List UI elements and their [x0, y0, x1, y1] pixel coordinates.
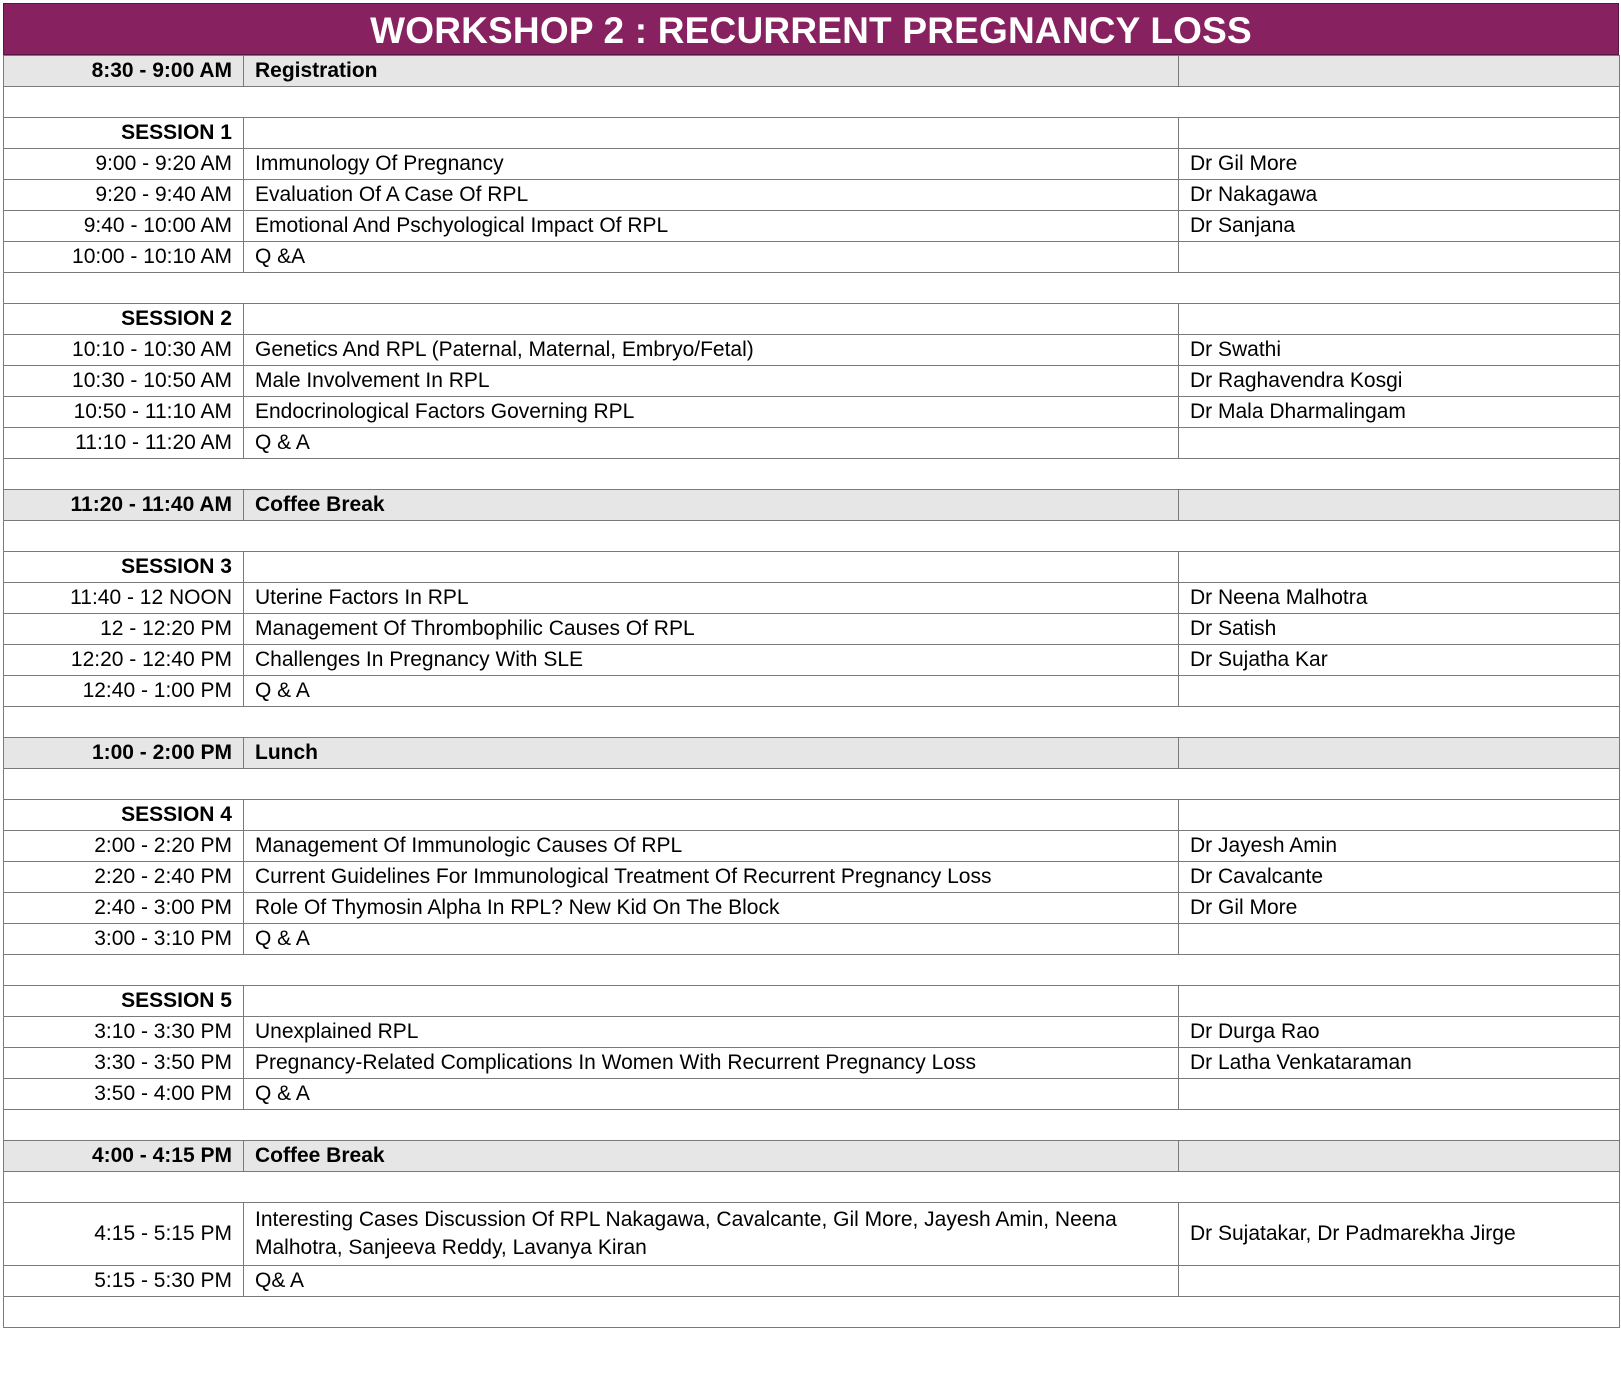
spacer-cell: [4, 769, 1620, 800]
time-cell: 3:30 - 3:50 PM: [4, 1048, 244, 1079]
speaker-cell: Dr Latha Venkataraman: [1179, 1048, 1620, 1079]
spacer-cell: [4, 459, 1620, 490]
topic-cell: [244, 552, 1179, 583]
topic-cell: Coffee Break: [244, 1141, 1179, 1172]
session-header-row: [4, 552, 1620, 583]
page-title: WORKSHOP 2 : RECURRENT PREGNANCY LOSS: [3, 3, 1619, 55]
time-cell: SESSION 2: [4, 304, 244, 335]
topic-cell: Management Of Thrombophilic Causes Of RPL: [244, 614, 1179, 645]
topic-cell: Registration: [244, 56, 1179, 87]
time-cell: 3:50 - 4:00 PM: [4, 1079, 244, 1110]
time-cell: 2:40 - 3:00 PM: [4, 893, 244, 924]
speaker-cell: [1179, 552, 1620, 583]
speaker-cell: [1179, 800, 1620, 831]
table-row: [4, 676, 1620, 707]
topic-cell: Emotional And Pschyological Impact Of RPL: [244, 211, 1179, 242]
topic-cell: Q & A: [244, 1079, 1179, 1110]
speaker-cell: [1179, 738, 1620, 769]
speaker-cell: Dr Satish: [1179, 614, 1620, 645]
table-row: [4, 397, 1620, 428]
time-cell: 12:40 - 1:00 PM: [4, 676, 244, 707]
topic-cell: Genetics And RPL (Paternal, Maternal, Embryo/Fetal): [244, 335, 1179, 366]
speaker-cell: [1179, 986, 1620, 1017]
schedule-sheet: [3, 3, 1619, 1328]
topic-cell: Immunology Of Pregnancy: [244, 149, 1179, 180]
break-row: [4, 56, 1620, 87]
time-cell: 2:20 - 2:40 PM: [4, 862, 244, 893]
spacer-row: [4, 87, 1620, 118]
schedule-table: [3, 55, 1620, 1328]
speaker-cell: [1179, 118, 1620, 149]
time-cell: 4:15 - 5:15 PM: [4, 1203, 244, 1266]
topic-cell: [244, 986, 1179, 1017]
topic-cell: [244, 800, 1179, 831]
topic-cell: Unexplained RPL: [244, 1017, 1179, 1048]
time-cell: SESSION 3: [4, 552, 244, 583]
topic-cell: Endocrinological Factors Governing RPL: [244, 397, 1179, 428]
table-row: [4, 211, 1620, 242]
time-cell: 9:20 - 9:40 AM: [4, 180, 244, 211]
time-cell: SESSION 1: [4, 118, 244, 149]
time-cell: 8:30 - 9:00 AM: [4, 56, 244, 87]
topic-cell: Management Of Immunologic Causes Of RPL: [244, 831, 1179, 862]
break-row: [4, 1141, 1620, 1172]
table-row: [4, 242, 1620, 273]
table-row: [4, 862, 1620, 893]
spacer-row: [4, 273, 1620, 304]
speaker-cell: Dr Sanjana: [1179, 211, 1620, 242]
topic-cell: Q &A: [244, 242, 1179, 273]
table-row: [4, 1017, 1620, 1048]
topic-cell: [244, 304, 1179, 335]
speaker-cell: Dr Nakagawa: [1179, 180, 1620, 211]
speaker-cell: Dr Sujatakar, Dr Padmarekha Jirge: [1179, 1203, 1620, 1266]
spacer-row: [4, 707, 1620, 738]
speaker-cell: [1179, 304, 1620, 335]
speaker-cell: [1179, 56, 1620, 87]
speaker-cell: [1179, 924, 1620, 955]
speaker-cell: Dr Neena Malhotra: [1179, 583, 1620, 614]
speaker-cell: [1179, 1079, 1620, 1110]
spacer-cell: [4, 1297, 1620, 1328]
time-cell: 11:10 - 11:20 AM: [4, 428, 244, 459]
table-row: [4, 831, 1620, 862]
speaker-cell: Dr Raghavendra Kosgi: [1179, 366, 1620, 397]
table-row: [4, 149, 1620, 180]
topic-cell: Q & A: [244, 428, 1179, 459]
topic-cell: Pregnancy-Related Complications In Women With Recurrent Pregnancy Loss: [244, 1048, 1179, 1079]
time-cell: 9:40 - 10:00 AM: [4, 211, 244, 242]
time-cell: SESSION 5: [4, 986, 244, 1017]
table-row: [4, 366, 1620, 397]
spacer-cell: [4, 521, 1620, 552]
table-row: [4, 1203, 1620, 1266]
table-row: [4, 335, 1620, 366]
time-cell: 3:10 - 3:30 PM: [4, 1017, 244, 1048]
topic-cell: Role Of Thymosin Alpha In RPL? New Kid On The Block: [244, 893, 1179, 924]
speaker-cell: [1179, 1266, 1620, 1297]
session-header-row: [4, 118, 1620, 149]
topic-cell: Challenges In Pregnancy With SLE: [244, 645, 1179, 676]
table-row: [4, 893, 1620, 924]
topic-cell: Evaluation Of A Case Of RPL: [244, 180, 1179, 211]
speaker-cell: Dr Swathi: [1179, 335, 1620, 366]
speaker-cell: Dr Gil More: [1179, 149, 1620, 180]
speaker-cell: Dr Cavalcante: [1179, 862, 1620, 893]
topic-cell: Q& A: [244, 1266, 1179, 1297]
topic-cell: Lunch: [244, 738, 1179, 769]
spacer-cell: [4, 1172, 1620, 1203]
time-cell: 9:00 - 9:20 AM: [4, 149, 244, 180]
time-cell: 5:15 - 5:30 PM: [4, 1266, 244, 1297]
table-row: [4, 1266, 1620, 1297]
table-row: [4, 645, 1620, 676]
time-cell: SESSION 4: [4, 800, 244, 831]
speaker-cell: [1179, 490, 1620, 521]
topic-cell: Q & A: [244, 676, 1179, 707]
topic-cell: [244, 118, 1179, 149]
session-header-row: [4, 986, 1620, 1017]
spacer-row: [4, 1297, 1620, 1328]
time-cell: 11:40 - 12 NOON: [4, 583, 244, 614]
spacer-row: [4, 769, 1620, 800]
time-cell: 11:20 - 11:40 AM: [4, 490, 244, 521]
table-row: [4, 924, 1620, 955]
session-header-row: [4, 800, 1620, 831]
table-row: [4, 180, 1620, 211]
time-cell: 4:00 - 4:15 PM: [4, 1141, 244, 1172]
table-row: [4, 1048, 1620, 1079]
speaker-cell: Dr Gil More: [1179, 893, 1620, 924]
speaker-cell: [1179, 242, 1620, 273]
topic-cell: Current Guidelines For Immunological Treatment Of Recurrent Pregnancy Loss: [244, 862, 1179, 893]
topic-cell: Q & A: [244, 924, 1179, 955]
time-cell: 10:50 - 11:10 AM: [4, 397, 244, 428]
time-cell: 3:00 - 3:10 PM: [4, 924, 244, 955]
time-cell: 12 - 12:20 PM: [4, 614, 244, 645]
spacer-row: [4, 459, 1620, 490]
table-row: [4, 1079, 1620, 1110]
speaker-cell: Dr Mala Dharmalingam: [1179, 397, 1620, 428]
table-row: [4, 583, 1620, 614]
speaker-cell: [1179, 428, 1620, 459]
schedule-rows: [4, 56, 1620, 1328]
topic-cell: Uterine Factors In RPL: [244, 583, 1179, 614]
time-cell: 2:00 - 2:20 PM: [4, 831, 244, 862]
speaker-cell: [1179, 676, 1620, 707]
time-cell: 10:10 - 10:30 AM: [4, 335, 244, 366]
spacer-cell: [4, 955, 1620, 986]
session-header-row: [4, 304, 1620, 335]
break-row: [4, 490, 1620, 521]
table-row: [4, 614, 1620, 645]
table-row: [4, 428, 1620, 459]
spacer-cell: [4, 707, 1620, 738]
spacer-row: [4, 521, 1620, 552]
spacer-row: [4, 1110, 1620, 1141]
time-cell: 10:30 - 10:50 AM: [4, 366, 244, 397]
break-row: [4, 738, 1620, 769]
speaker-cell: [1179, 1141, 1620, 1172]
speaker-cell: Dr Jayesh Amin: [1179, 831, 1620, 862]
spacer-row: [4, 1172, 1620, 1203]
spacer-row: [4, 955, 1620, 986]
topic-cell: Interesting Cases Discussion Of RPL Nakagawa, Cavalcante, Gil More, Jayesh Amin, Neena Malhotra, Sanjeeva Reddy, Lavanya Kiran: [244, 1203, 1179, 1266]
spacer-cell: [4, 1110, 1620, 1141]
topic-cell: Coffee Break: [244, 490, 1179, 521]
spacer-cell: [4, 273, 1620, 304]
speaker-cell: Dr Sujatha Kar: [1179, 645, 1620, 676]
spacer-cell: [4, 87, 1620, 118]
time-cell: 10:00 - 10:10 AM: [4, 242, 244, 273]
topic-cell: Male Involvement In RPL: [244, 366, 1179, 397]
speaker-cell: Dr Durga Rao: [1179, 1017, 1620, 1048]
time-cell: 12:20 - 12:40 PM: [4, 645, 244, 676]
time-cell: 1:00 - 2:00 PM: [4, 738, 244, 769]
